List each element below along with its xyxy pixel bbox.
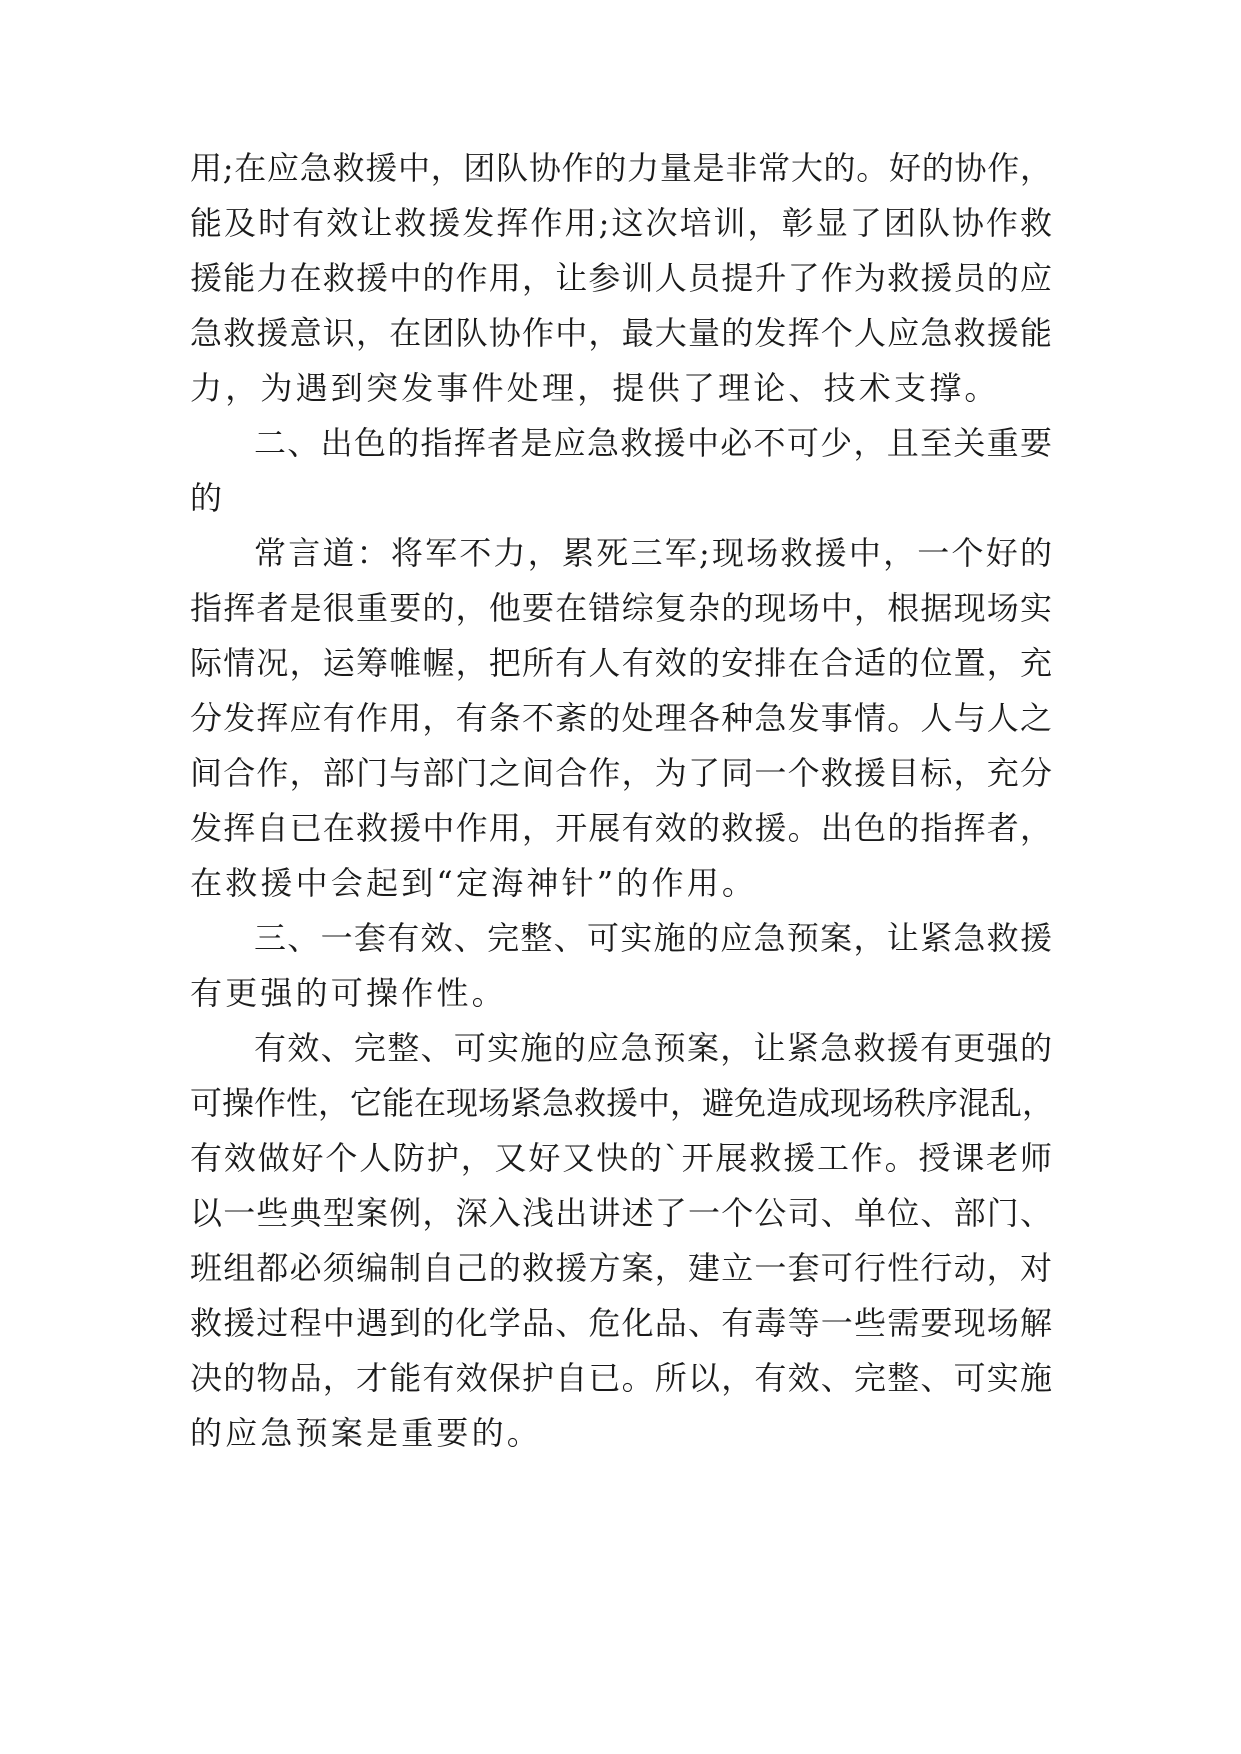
text-line: 力，为遇到突发事件处理，提供了理论、技术支撑。 bbox=[190, 369, 1000, 407]
text-line: 以一些典型案例，深入浅出讲述了一个公司、单位、部门、 bbox=[190, 1194, 1052, 1232]
paragraph-first-line: 有效、完整、可实施的应急预案，让紧急救援有更强的 bbox=[254, 1029, 1052, 1067]
text-line: 有效做好个人防护，又好又快的`开展救援工作。授课老师 bbox=[190, 1139, 1052, 1177]
text-line: 在救援中会起到“定海神针”的作用。 bbox=[190, 864, 758, 902]
text-line: 的应急预案是重要的。 bbox=[190, 1414, 543, 1452]
text-line: 决的物品，才能有效保护自已。所以，有效、完整、可实施 bbox=[190, 1359, 1052, 1397]
text-line: 救援过程中遇到的化学品、危化品、有毒等一些需要现场解 bbox=[190, 1304, 1052, 1342]
text-line: 分发挥应有作用，有条不紊的处理各种急发事情。人与人之 bbox=[190, 699, 1052, 737]
text-line: 援能力在救援中的作用，让参训人员提升了作为救援员的应 bbox=[190, 259, 1052, 297]
text-line: 能及时有效让救援发挥作用;这次培训，彰显了团队协作救 bbox=[190, 204, 1052, 242]
text-line: 可操作性，它能在现场紧急救援中，避免造成现场秩序混乱， bbox=[190, 1084, 1055, 1122]
text-line: 际情况，运筹帷幄，把所有人有效的安排在合适的位置，充 bbox=[190, 644, 1052, 682]
text-line: 急救援意识，在团队协作中，最大量的发挥个人应急救援能 bbox=[190, 314, 1052, 352]
text-line: 指挥者是很重要的，他要在错综复杂的现场中，根据现场实 bbox=[190, 589, 1052, 627]
section-heading-continuation: 有更强的可操作性。 bbox=[190, 974, 507, 1012]
text-line: 班组都必须编制自己的救援方案，建立一套可行性行动，对 bbox=[190, 1249, 1052, 1287]
paragraph-first-line: 常言道：将军不力，累死三军;现场救援中，一个好的 bbox=[254, 534, 1052, 572]
text-line: 用;在应急救援中，团队协作的力量是非常大的。好的协作， bbox=[190, 149, 1052, 187]
section-heading-continuation: 的 bbox=[190, 479, 226, 517]
text-line: 间合作，部门与部门之间合作，为了同一个救援目标，充分 bbox=[190, 754, 1052, 792]
section-heading: 二、出色的指挥者是应急救援中必不可少，且至关重要 bbox=[254, 424, 1052, 462]
section-heading: 三、一套有效、完整、可实施的应急预案，让紧急救援 bbox=[254, 919, 1052, 957]
text-line: 发挥自已在救援中作用，开展有效的救援。出色的指挥者， bbox=[190, 809, 1052, 847]
